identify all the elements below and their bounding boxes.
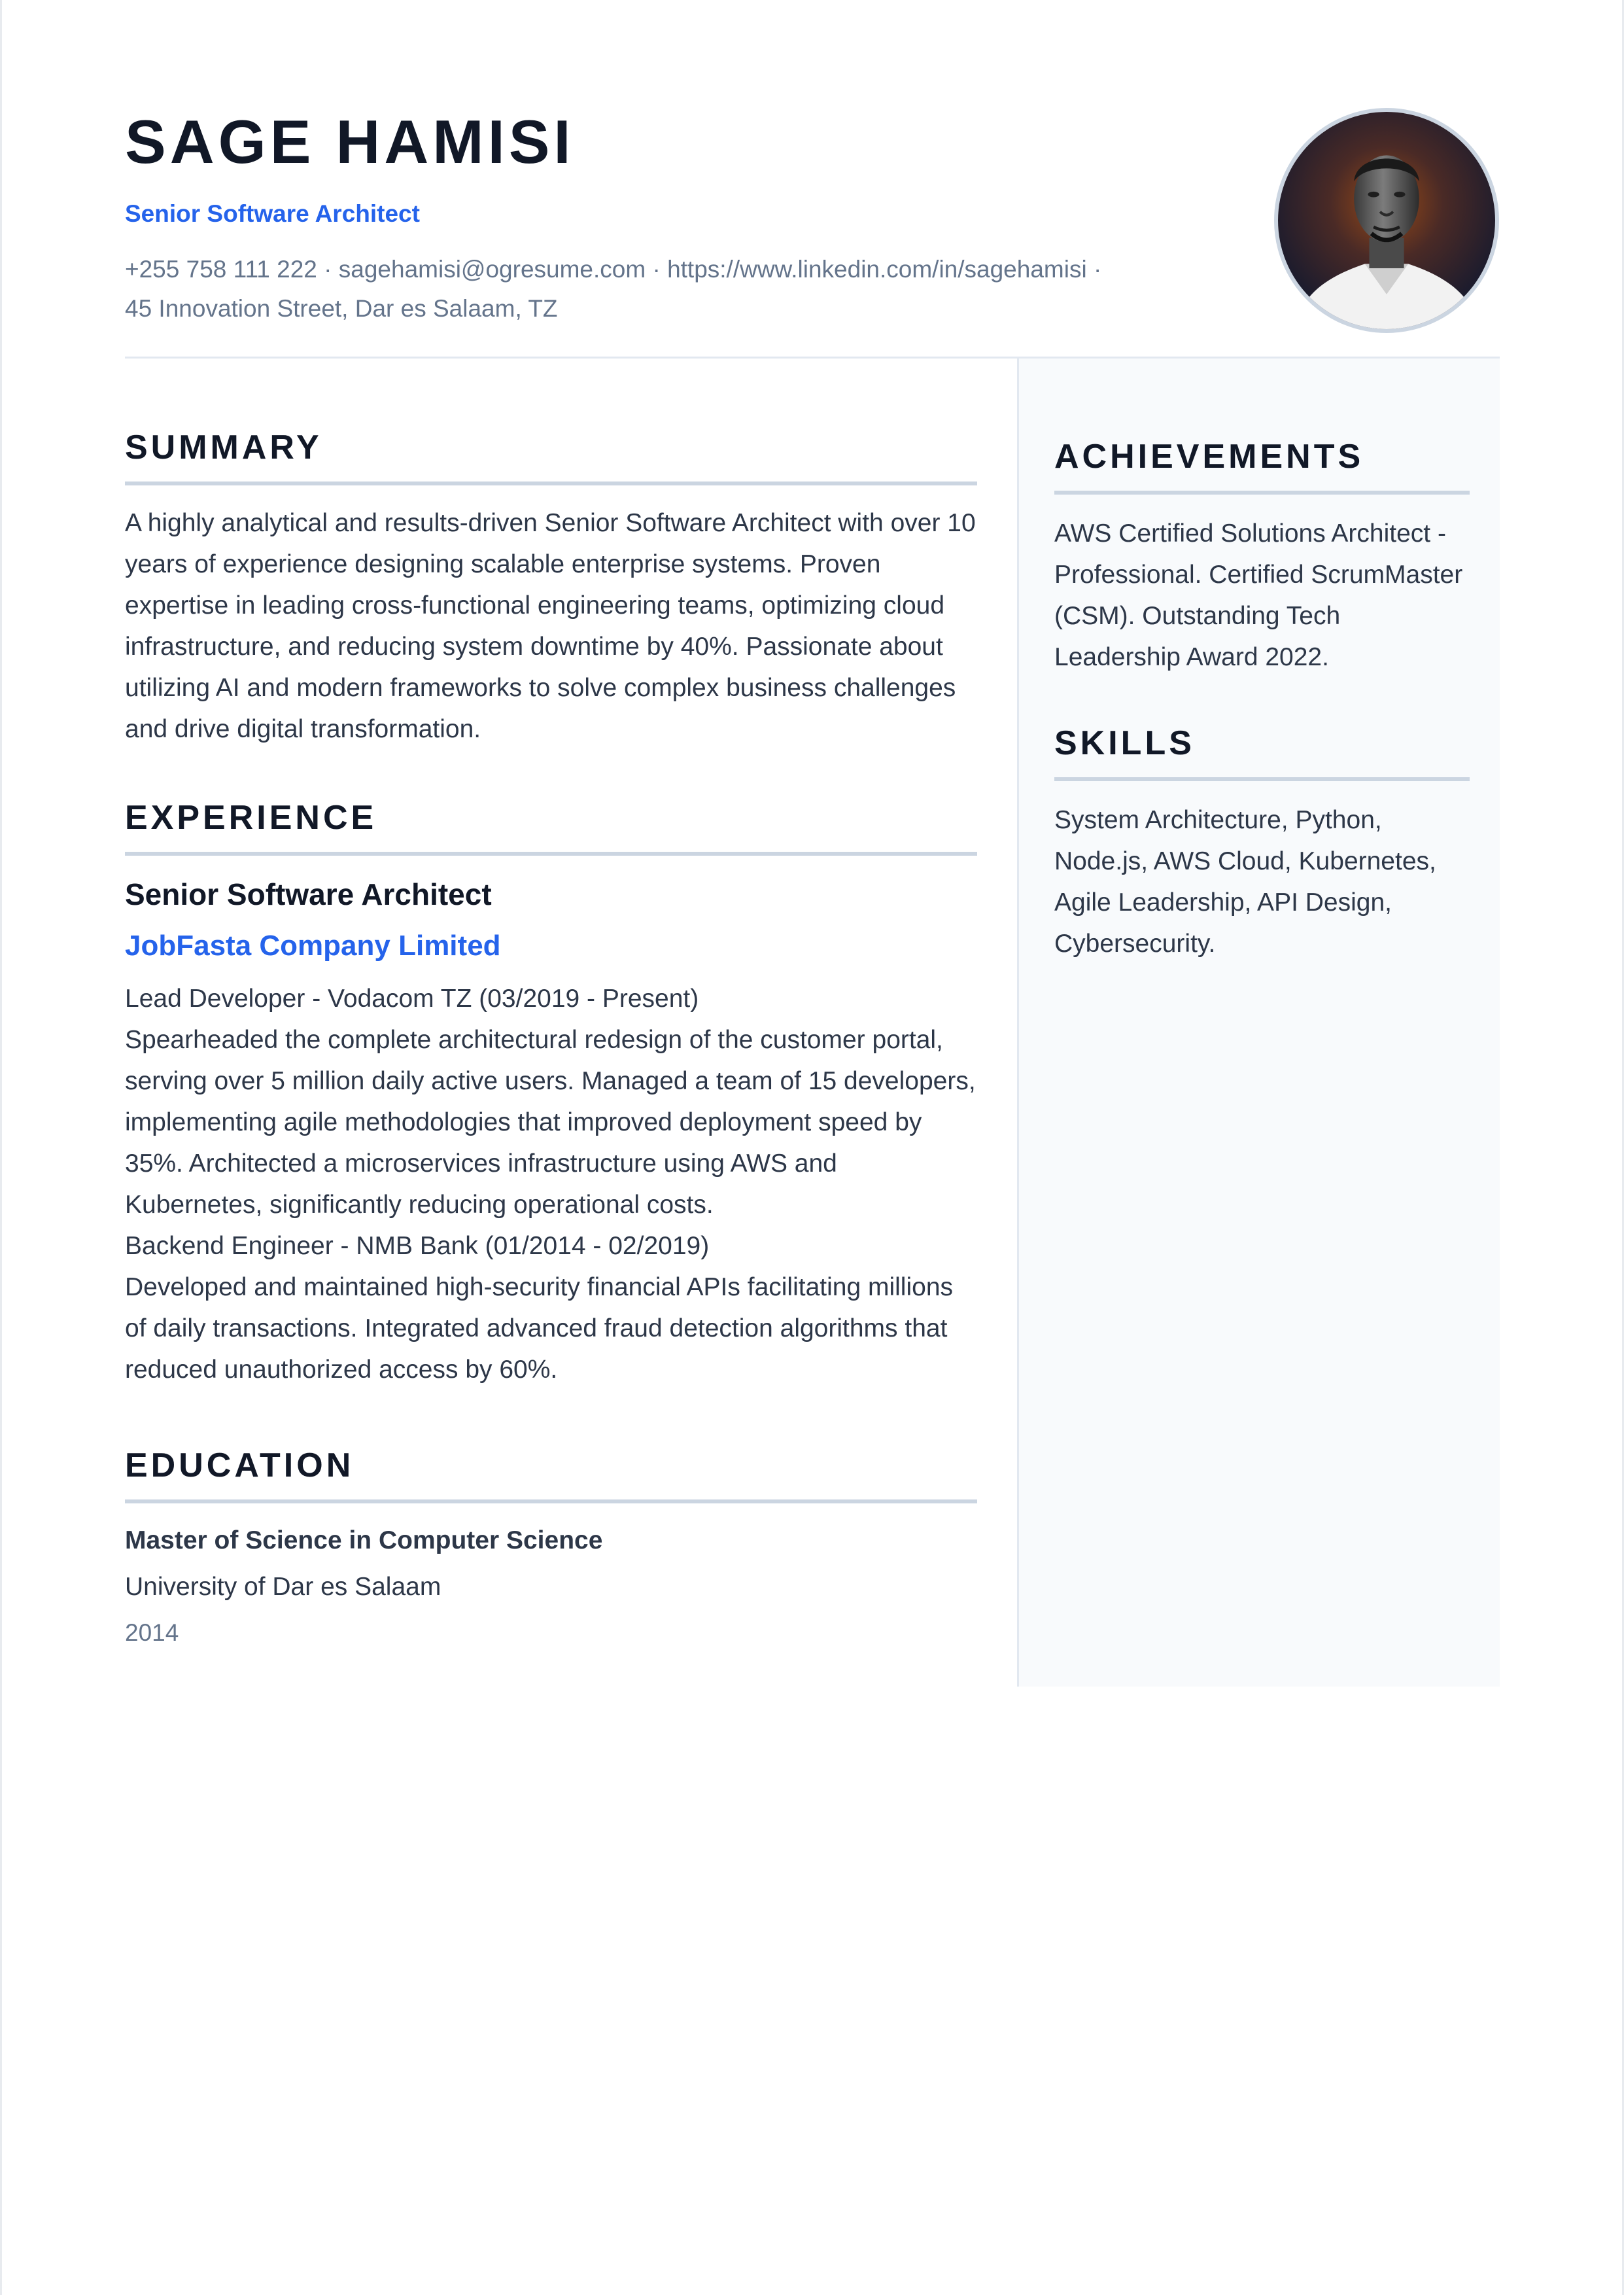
contact-line-1: +255 758 111 222 · sagehamisi@ogresume.com · https://www.linkedin.com/in/sagehamisi ·	[125, 256, 1102, 283]
experience-heading: EXPERIENCE	[125, 801, 977, 856]
experience-line: Backend Engineer - NMB Bank (01/2014 - 02/2019)	[125, 1231, 710, 1260]
job-title: Senior Software Architect	[125, 200, 420, 227]
experience-details	[125, 978, 977, 1390]
summary-section	[125, 430, 977, 750]
candidate-name: SAGE HAMISI	[125, 107, 575, 176]
education-year: 2014	[125, 1619, 179, 1646]
contact-info	[125, 250, 1171, 328]
experience-line: Developed and maintained high-security financial APIs facilitating millions of daily transactions. Integrated advanced fraud detection algorithms that reduced unauthorized access by 60%.	[125, 1272, 954, 1384]
profile-photo-image	[1278, 112, 1495, 329]
skills-section	[1054, 726, 1470, 964]
profile-photo	[1274, 108, 1499, 333]
experience-section	[125, 801, 977, 1390]
education-heading: EDUCATION	[125, 1448, 977, 1503]
education-section	[125, 1448, 977, 1647]
contact-line-2: 45 Innovation Street, Dar es Salaam, TZ	[125, 295, 558, 322]
achievements-text: AWS Certified Solutions Architect - Professional. Certified ScrumMaster (CSM). Outstanding Tech Leadership Award 2022.	[1054, 519, 1463, 671]
skills-text: System Architecture, Python, Node.js, AWS Cloud, Kubernetes, Agile Leadership, API Design, Cybersecurity.	[1054, 806, 1436, 958]
experience-line: Spearheaded the complete architectural redesign of the customer portal, serving over 5 million daily active users. Managed a team of 15 developers, implementing agile methodologies that improved deployment speed by 35%. Architected a microservices infrastructure using AWS and Kubernetes, significantly reducing operational costs.	[125, 1025, 976, 1219]
education-school: University of Dar es Salaam	[125, 1572, 441, 1601]
summary-heading: SUMMARY	[125, 430, 977, 485]
experience-line: Lead Developer - Vodacom TZ (03/2019 - Present)	[125, 984, 699, 1013]
experience-company: JobFasta Company Limited	[125, 930, 501, 962]
skills-heading: SKILLS	[1054, 726, 1470, 781]
experience-role: Senior Software Architect	[125, 877, 492, 911]
summary-text: A highly analytical and results-driven Senior Software Architect with over 10 years of experience designing scalable enterprise systems. Proven expertise in leading cross-functional engineering teams, optimizing cloud infrastructure, and reducing system downtime by 40%. Passionate about utilizing AI and modern frameworks to solve complex business challenges and drive digital transformation.	[125, 509, 976, 743]
sidebar	[1017, 359, 1500, 1687]
education-degree: Master of Science in Computer Science	[125, 1526, 603, 1554]
achievements-section	[1054, 440, 1470, 678]
resume-header	[125, 105, 1500, 359]
achievements-heading: ACHIEVEMENTS	[1054, 440, 1470, 495]
